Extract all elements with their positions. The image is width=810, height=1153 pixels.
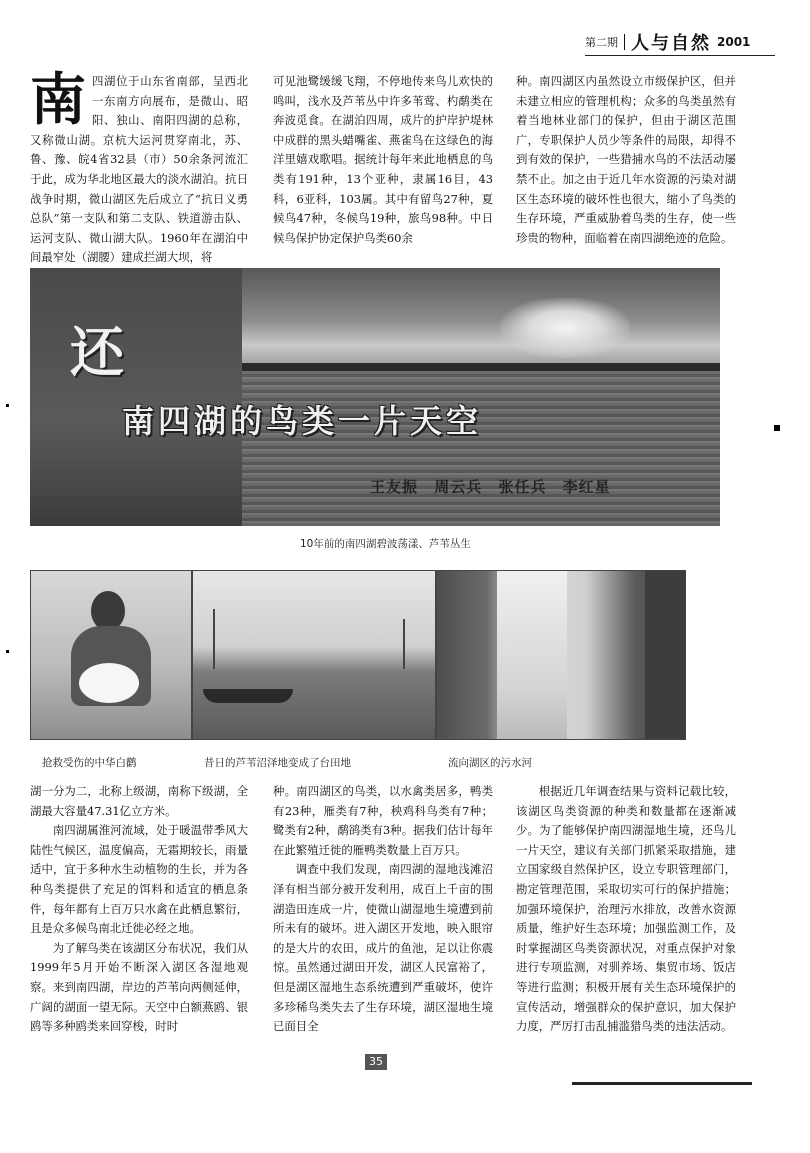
bottom-col2-p1: 种。南四湖区的鸟类，以水禽类居多，鸭类有23种，雁类有7种，秧鸡科鸟类有7种；鹭类有2种，鹬鹆类有3种。据我们估计每年在此繁殖迁徙的雁鸭类数量上百万只。 [273, 784, 493, 857]
man-head [91, 591, 125, 631]
bottom-column-1 [30, 782, 248, 1037]
drop-cap: 南 [30, 67, 86, 133]
page-number: 35 [365, 1054, 387, 1070]
photo-caption-1: 抢救受伤的中华白鹳 [42, 757, 137, 769]
running-header [585, 32, 775, 52]
top-col2-text: 可见池鹭缓缓飞翔，不停地传来鸟儿欢快的鸣叫，浅水及芦苇丛中许多苇莺、杓鹬类在奔波觅食。在湖泊四周，成片的护岸护堤林中成群的黑头蜡嘴雀、燕雀鸟在这绿色的海洋里嬉戏歌唱。据统计每年来此地栖息的鸟类有191种，13个亚种，隶属16目，43科，6亚科，103属。其中有留鸟27种，夏候鸟47种，冬候鸟19种，旅鸟98种。中日候鸟保护协定保护鸟类60余 [273, 74, 493, 245]
title-banner-photo [30, 268, 720, 526]
magazine-name: 人与自然 [631, 33, 711, 54]
bottom-col2-p2: 调查中我们发现，南四湖的湿地浅滩沼泽有相当部分被开发利用，成百上千亩的围湖造田连成一片，使微山湖湿地生境遭到前所未有的破坏。进入湖区开发地，映入眼帘的是大片的农田，成片的鱼池，足以让你震惊。虽然通过湖田开发，湖区人民富裕了，但是湖区湿地生态系统遭到严重破坏，使许多珍稀鸟类失去了生存环境，湖区湿地生境已面目全 [273, 862, 493, 1034]
shoreline [242, 363, 720, 371]
bottom-col1-p2: 南四湖属淮河流域，处于暖温带季风大陆性气候区，温度偏高，无霜期较长，雨量适中，宜于多种水生动植物的生长，并为各种鸟类提供了充足的饵料和适宜的栖息条件，每年都有上百万只水禽在此栖息繁衍，且是众多候鸟南北迁徙必经之地。 [30, 823, 248, 936]
bottom-column-3 [516, 782, 736, 1037]
river-water [497, 571, 567, 739]
top-column-3 [516, 72, 736, 248]
bottom-col3-p1: 根据近几年调查结果与资料记载比较，该湖区鸟类资源的种类和数量都在逐渐减少。为了能够保护南四湖湿地生境，还鸟儿一片天空，建议有关部门抓紧采取措施，建立国家级自然保护区，设立专职管理部门，勘定管理范围，采取切实可行的保护措施；加强环境保护，治理污水排放，改善水资源质量，维护好生态环境；加强监测工作，及时掌握湖区鸟类资源状况，对重点保护对象进行专项监测，对驯养场、集贸市场、饭店等进行监测；积极开展有关生态环境保护的宣传活动，增强群众的保护意识，加大保护力度，严厉打击乱捕滥猎鸟类的违法活动。 [516, 784, 736, 1034]
bottom-col1-p3: 为了解鸟类在该湖区分布状况，我们从1999年5月开始不断深入湖区各湿地观察。来到南四湖，岸边的芦苇向两侧延伸，广阔的湖面一望无际。天空中白额燕鸥、银鸥等多种鸥类来回穿梭，时时 [30, 940, 248, 1034]
bottom-col1-p1: 湖一分为二，北称上级湖，南称下级湖，全湖最大容量47.31亿立方米。 [30, 784, 248, 818]
margin-mark [6, 404, 9, 407]
margin-mark [774, 425, 780, 431]
photo-caption-2: 昔日的芦苇沼泽地变成了台田地 [204, 757, 351, 769]
photo-rescued-stork [30, 570, 192, 740]
top-col3-text: 种。南四湖区内虽然设立市级保护区，但并未建立相应的管理机构；众多的鸟类虽然有着当地林业部门的保护，但由于湖区范围广，专职保护人员少等条件的局限，却得不到有效的保护，一些猎捕水鸟的不法活动屡禁不止。加之由于近几年水资源的污染对湖区生态环境的破坏性也很大，缩小了鸟类的生存环境，严重威胁着鸟类的生存，使一些珍贵的物种，面临着在南四湖绝迹的危险。 [516, 74, 736, 245]
photo-reclaimed-farmland [192, 570, 436, 740]
tree [213, 609, 215, 669]
banner-caption: 10年前的南四湖碧波荡漾、芦苇丛生 [300, 538, 471, 550]
photo-polluted-river [436, 570, 686, 740]
article-authors: 王友振 周云兵 张任兵 李红星 [370, 478, 611, 496]
top-column-1 [30, 67, 248, 268]
boat-shape [203, 689, 293, 703]
tree [403, 619, 405, 669]
article-title: 南四湖的鸟类一片天空 [122, 402, 483, 440]
footer-rule [572, 1082, 752, 1085]
bottom-column-2 [273, 782, 493, 1037]
top-column-2 [273, 72, 493, 248]
dark-edge [645, 571, 685, 739]
margin-mark [6, 650, 9, 653]
header-divider [624, 34, 625, 50]
year-label: 2001 [717, 35, 751, 49]
headline-big-char: 还 [70, 320, 124, 384]
photo-caption-3: 流向湖区的污水河 [448, 757, 532, 769]
issue-label: 第二期 [585, 36, 618, 49]
header-rule [585, 55, 775, 56]
top-col1-text: 四湖位于山东省南部，呈西北一东南方向展布，是微山、昭阳、独山、南阳四湖的总称，又称微山湖。京杭大运河贯穿南北，苏、鲁、豫、皖4省32县（市）50余条河流汇于此，成为华北地区最大的淡水湖泊。抗日战争时期，微山湖区先后成立了“抗日义勇总队”第一支队和第二支队、铁道游击队、运河支队、微山湖大队。1960年在湖泊中间最窄处（湖腰）建成拦湖大坝，将 [30, 74, 248, 265]
white-stork-figure [79, 663, 139, 703]
lake-water [242, 371, 720, 526]
sun-glow [500, 298, 630, 358]
